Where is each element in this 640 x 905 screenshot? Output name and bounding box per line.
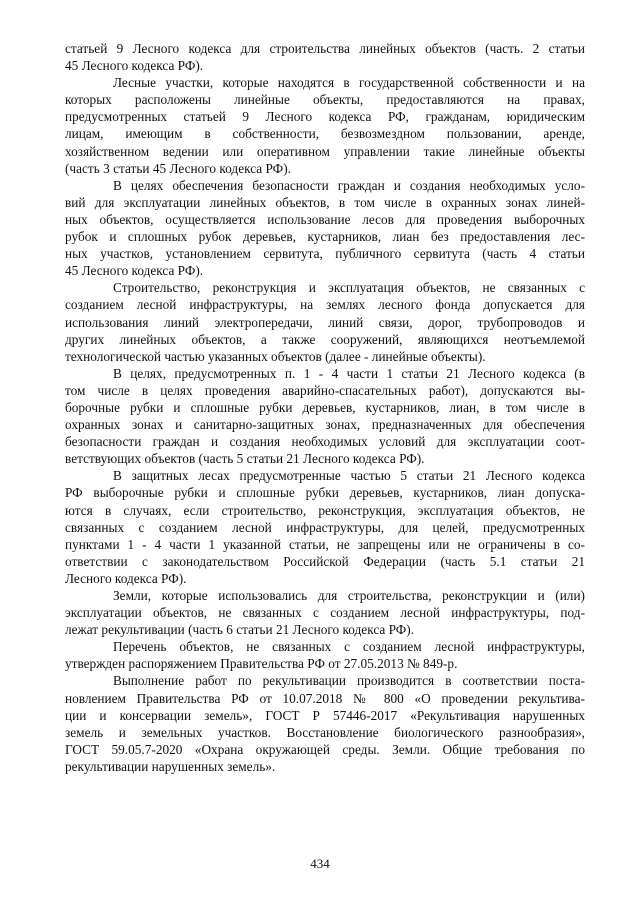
body-text <box>65 40 585 775</box>
page-number: 434 <box>310 856 330 871</box>
paragraph-1 <box>65 40 585 74</box>
paragraph-4 <box>65 279 585 364</box>
text-line: ветствующих объектов (часть 5 статьи 21 Лесного кодекса РФ). <box>65 451 425 467</box>
text-line: ции и консервации земель», ГОСТ Р 57446-2017 «Рекультивация нарушенных <box>65 707 585 723</box>
text-line: ответствии с законодательством Российской Федерации (часть 5.1 статьи 21 <box>65 553 585 569</box>
text-line: земель и земельных участков. Восстановление биологического разнообразия», <box>65 724 585 740</box>
text-line: лежат рекультивации (часть 6 статьи 21 Лесного кодекса РФ). <box>65 622 415 638</box>
text-line: Перечень объектов, не связанных с созданием лесной инфраструктуры, <box>113 639 585 655</box>
paragraph-6 <box>65 467 585 587</box>
text-line: связанных с созданием лесной инфраструктуры, для целей, предусмотренных <box>65 519 585 535</box>
text-line: других линейных объектов, а также сооружений, являющихся неотъемлемой <box>65 331 585 347</box>
text-line: которых расположены линейные объекты, предоставляются на правах, <box>65 92 585 108</box>
text-line: статьей 9 Лесного кодекса для строительства линейных объектов (часть. 2 статьи <box>65 41 585 56</box>
text-line: эксплуатации объектов, не связанных с созданием лесной инфраструктуры, под- <box>65 605 585 621</box>
text-line: том числе в целях проведения аварийно-спасательных работ), допускаются вы- <box>65 382 585 398</box>
text-line: Строительство, реконструкция и эксплуатация объектов, не связанных с <box>113 280 585 296</box>
paragraph-9 <box>65 672 585 775</box>
text-line: хозяйственном ведении или оперативном управлении такие линейные объекты <box>65 143 585 159</box>
text-line: новлением Правительства РФ от 10.07.2018 № 800 «О проведении рекультива- <box>65 690 585 706</box>
text-line: борочные рубки и сплошные рубки деревьев, кустарников, лиан, в том числе в <box>65 399 585 415</box>
paragraph-8 <box>65 638 585 672</box>
text-line: 45 Лесного кодекса РФ). <box>65 263 204 279</box>
text-line: ных объектов, осуществляется использование лесов для проведения выборочных <box>65 211 585 227</box>
text-line: охранных зонах и санитарно-защитных зонах, предназначенных для обеспечения <box>65 417 585 433</box>
paragraph-2 <box>65 74 585 177</box>
text-line: В целях обеспечения безопасности граждан и создания необходимых усло- <box>113 177 585 193</box>
text-line: безопасности граждан и создания необходимых условий для эксплуатации соот- <box>65 434 585 450</box>
text-line: рубок и сплошных рубок деревьев, кустарников, лиан без предоставления лес- <box>65 229 585 245</box>
text-line: 45 Лесного кодекса РФ). <box>65 58 204 74</box>
text-line: вий для эксплуатации линейных объектов, в том числе в охранных зонах линей- <box>65 194 585 210</box>
text-line: технологической частью указанных объектов (далее - линейные объекты). <box>65 348 486 364</box>
text-line: ются в случаях, если строительство, реконструкция, эксплуатация объектов, не <box>65 502 585 518</box>
text-line: пунктами 1 - 4 части 1 указанной статьи, не запрещены или не ограничены в со- <box>65 536 585 552</box>
text-line: предусмотренных статьей 9 Лесного кодекса РФ, гражданам, юридическим <box>65 109 585 125</box>
text-line: рекультивации нарушенных земель». <box>65 758 276 774</box>
text-line: Выполнение работ по рекультивации производится в соответствии поста- <box>113 673 585 689</box>
text-line: созданием лесной инфраструктуры, на землях лесного фонда допускается для <box>65 297 585 313</box>
text-line: (часть 3 статьи 45 Лесного кодекса РФ). <box>65 160 291 176</box>
text-line: ГОСТ 59.05.7-2020 «Охрана окружающей среды. Земли. Общие требования по <box>65 741 585 757</box>
text-line: В защитных лесах предусмотренные частью 5 статьи 21 Лесного кодекса <box>113 468 585 484</box>
text-line: Лесные участки, которые находятся в государственной собственности и на <box>113 75 585 91</box>
text-line: Лесного кодекса РФ). <box>65 570 187 586</box>
text-line: Земли, которые использовались для строительства, реконструкции и (или) <box>113 588 585 603</box>
text-line: использования линий электропередачи, линий связи, дорог, трубопроводов и <box>65 314 585 330</box>
paragraph-5 <box>65 365 585 468</box>
text-line: В целях, предусмотренных п. 1 - 4 части 1 статьи 21 Лесного кодекса (в <box>113 365 585 381</box>
text-line: РФ выборочные рубки и сплошные рубки деревьев, кустарников, лиан допуска- <box>65 485 585 501</box>
paragraph-3 <box>65 177 585 280</box>
paragraph-7 <box>65 587 585 638</box>
text-line: ных участков, установлением сервитута, публичного сервитута (часть 4 статьи <box>65 246 585 262</box>
text-line: лицам, имеющим в собственности, безвозмездном пользовании, аренде, <box>65 126 585 142</box>
text-line: утвержден распоряжением Правительства РФ от 27.05.2013 № 849-р. <box>65 656 458 672</box>
